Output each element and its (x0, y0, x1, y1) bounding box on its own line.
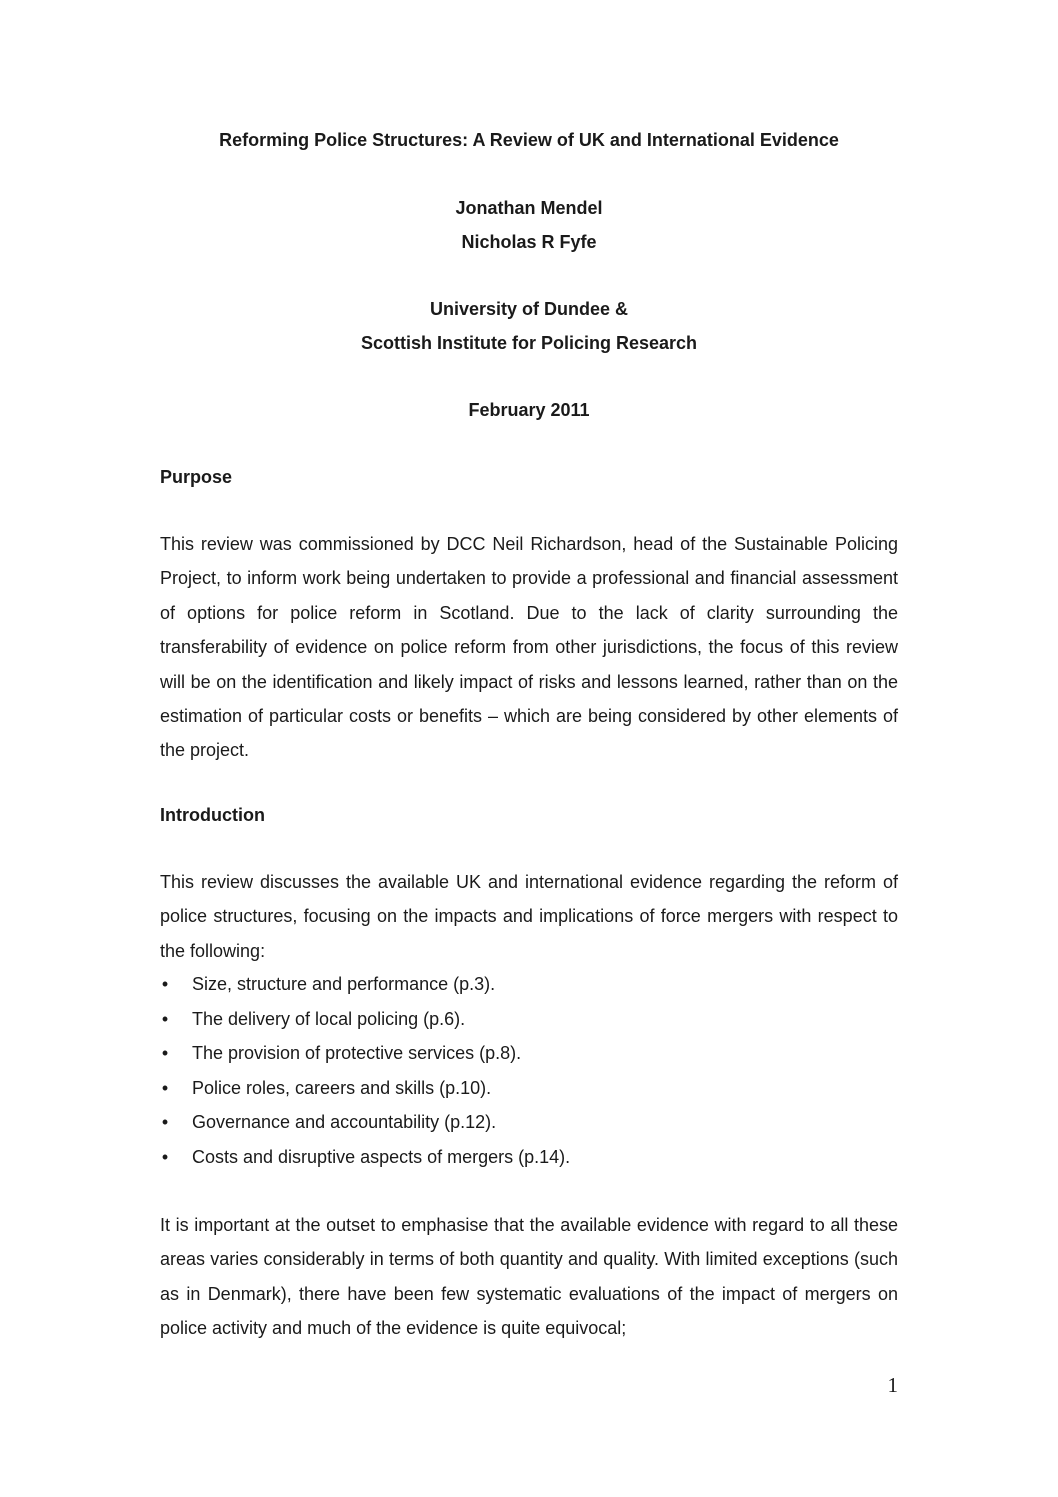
list-item (160, 967, 898, 1002)
list-item (160, 1036, 898, 1071)
bullet-glyph: • (161, 1077, 169, 1098)
author-name: Jonathan Mendel (455, 198, 603, 218)
affiliation-line: University of Dundee & (429, 299, 629, 319)
section-heading-introduction: Introduction (160, 805, 265, 825)
closing-paragraph: It is important at the outset to emphasise that the available evidence with regard to all these areas varies considerably in terms of both quantity and quality. With limited exceptions (such as in Denmark), there have been few systematic evaluations of the impact of mergers on police activity and much of the evidence is quite equivocal; (160, 1215, 898, 1339)
author-name: Nicholas R Fyfe (461, 232, 597, 252)
list-item-text: The delivery of local policing (p.6). (192, 1008, 466, 1029)
list-item-text: Costs and disruptive aspects of mergers (p.14). (192, 1146, 571, 1167)
affiliation-line: Scottish Institute for Policing Research (360, 333, 698, 353)
list-item (160, 1071, 898, 1106)
topic-list (160, 967, 898, 1175)
section-heading-purpose: Purpose (160, 467, 233, 487)
purpose-paragraph: This review was commissioned by DCC Neil Richardson, head of the Sustainable Policing Project, to inform work being undertaken to provide a professional and financial assessment of options for police reform in Scotland. Due to the lack of clarity surrounding the transferability of evidence on police reform from other jurisdictions, the focus of this review will be on the identification and likely impact of risks and lessons learned, rather than on the estimation of particular costs or benefits – which are being considered by other elements of the project. (160, 534, 898, 761)
document-title: Reforming Police Structures: A Review of UK and International Evidence (219, 130, 839, 150)
list-item-text: Size, structure and performance (p.3). (192, 974, 496, 994)
introduction-paragraph: This review discusses the available UK and international evidence regarding the reform of police structures, focusing on the impacts and implications of force mergers with respect to the following: (160, 872, 898, 961)
bullet-glyph: • (161, 1146, 169, 1167)
page-number: 1 (887, 1373, 898, 1397)
list-item (160, 1002, 898, 1037)
list-item-text: Governance and accountability (p.12). (192, 1112, 497, 1133)
document-date: February 2011 (468, 400, 590, 420)
bullet-glyph: • (161, 1112, 169, 1133)
list-item (160, 1140, 898, 1175)
list-item-text: The provision of protective services (p.8). (192, 1043, 522, 1064)
bullet-glyph: • (161, 974, 169, 994)
bullet-glyph: • (161, 1043, 169, 1064)
list-item-text: Police roles, careers and skills (p.10). (192, 1077, 492, 1098)
list-item (160, 1105, 898, 1140)
bullet-glyph: • (161, 1008, 169, 1029)
